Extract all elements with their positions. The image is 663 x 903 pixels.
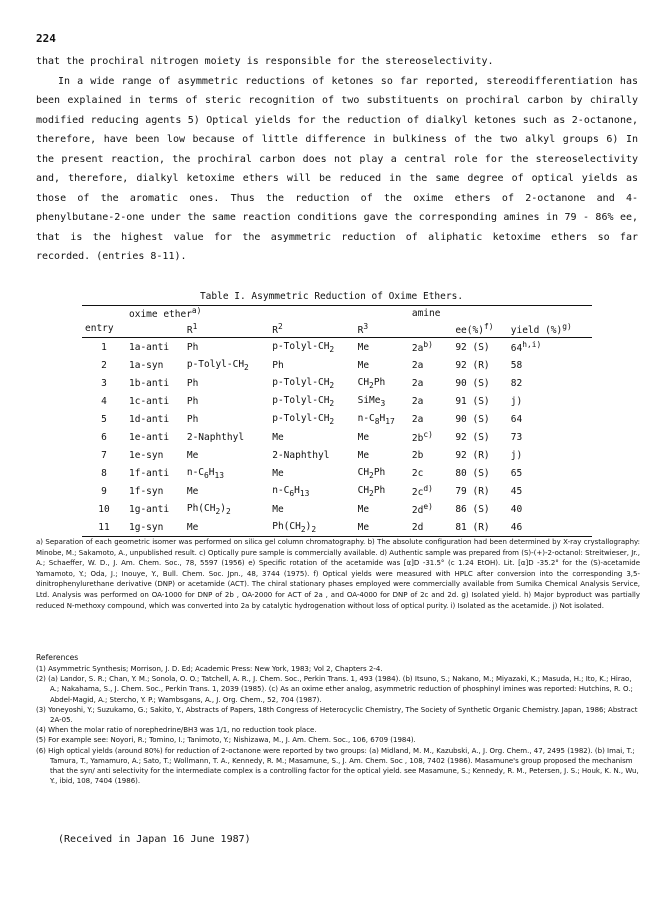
r1-cell: Ph <box>186 377 199 389</box>
entry-cell: 3 <box>101 377 107 389</box>
r3-cell: Me <box>357 359 370 371</box>
yield-cell: 58 <box>510 359 523 371</box>
amine-cell: 2b <box>411 449 424 461</box>
table-row <box>82 374 592 392</box>
oxime-cell: 1e-syn <box>129 449 164 461</box>
header-r2: $R^2$ <box>269 320 354 338</box>
amine-cell: $2b^{c)}$ <box>411 430 433 445</box>
oxime-cell: 1a-syn <box>129 359 164 371</box>
oxime-cell: 1c-anti <box>129 395 170 407</box>
header-yield: yield (%)$^{g)}$ <box>508 320 592 338</box>
reference-item: (1) Asymmetric Synthesis; Morrison, J. D. Ed; Academic Press: New York, 1983; Vol 2, Chapters 2-4. <box>36 665 383 673</box>
r1-cell: Ph <box>186 395 199 407</box>
yield-cell: 64$^{h,i)}$ <box>510 340 542 355</box>
received-date: (Received in Japan 16 June 1987) <box>58 834 251 845</box>
references-heading: References <box>36 653 79 662</box>
yield-cell: 40 <box>510 503 523 515</box>
table-row <box>82 464 592 482</box>
table-row <box>82 338 592 357</box>
r3-cell: Me <box>357 341 370 353</box>
header-entry: entry <box>82 320 126 338</box>
r3-cell: Me <box>355 518 409 537</box>
paragraph-1: that the prochiral nitrogen moiety is responsible for the stereoselectivity. <box>36 56 494 67</box>
r1-cell: $n-C_6H_{13}$ <box>186 466 225 480</box>
yield-cell: j) <box>510 395 523 407</box>
paragraph-2: In a wide range of asymmetric reductions of ketones so far reported, stereodifferentiation has been explained in terms of steric recognition of two substituents on prochiral carbon by chirally modified reducing agents 5) Optical yields for the reduction of dialkyl ketones such as 2-octanone, therefore, have been low because of little difference in bulkiness of the two alkyl groups 6) In the present reaction, the prochiral carbon does not play a central role for the stereoselectivity and, therefore, dialkyl ketoxime ethers will be reduced in the same degree of optical yields as those of the aromatic ones. Thus the reduction of the oxime ethers of 2-octanone and 4-phenylbutane-2-one under the same reaction conditions gave the corresponding amines in 79 - 86% ee, that is the highest value for the asymmetric reduction of aliphatic ketoxime ethers so far recorded. (entries 8-11). <box>36 75 638 262</box>
table-caption: Table I. Asymmetric Reduction of Oxime Ethers. <box>199 291 464 302</box>
ee-cell: 92 (R) <box>455 449 490 461</box>
reference-item: (6) High optical yields (around 80%) for reduction of 2-octanone were reported by two groups: (a) Midland, M. M., Kazubski, A., J. Org. Chem., 47, 2495 (1982). (b) Imai, T.; Tamura, T., Yamamuro, A.; Sato, T.; Wollmann, T. A., Kennedy, R. M.; Masamune, S., J. Am. Chem. Soc , 108, 7402 (1986). Masamune's group proposed the mechanism that the syn/ anti selectivity for the intermediate complex is a controlling factor for the optical yield. see Masamune, S.; Kennedy, R. M., Petersen, J. S.; Houk, K. N., Wu, Y., ibid, 108, 7404 (1986). <box>36 746 639 786</box>
table-row <box>82 410 592 428</box>
ee-cell: 81 (R) <box>452 518 507 537</box>
oxime-cell: 1g-anti <box>129 503 170 515</box>
r1-cell: Ph <box>186 413 199 425</box>
table-row <box>82 356 592 374</box>
references-list <box>36 664 642 786</box>
amine-cell: 2a <box>411 395 424 407</box>
header-amine: amine <box>409 306 452 321</box>
r1-cell: $p-Tolyl-CH_2$ <box>186 358 249 372</box>
r2-cell: $n-C_6H_{13}$ <box>272 484 310 498</box>
yield-cell: j) <box>510 449 523 461</box>
table-row <box>82 446 592 464</box>
entry-cell: 1 <box>101 341 107 353</box>
ee-cell: 92 (S) <box>455 341 490 353</box>
header-r1: $R^1$ <box>184 320 269 338</box>
table-footnotes: a) Separation of each geometric isomer was performed on silica gel column chromatography. b) The absolute configuration had been determined by X-ray crystallography: Minobe, M.; Sakamoto, A., unpublished result. c) Optically pure sample is commercially available. d) Authentic sample was prepared from (S)-(+)-2-octanol: Streitwieser, Jr., A.; Schaeffer, W. D., J. Am. Chem. Soc., 78, 5597 (1956) e) Specific rotation of the acetamide was [α]D -31.5° (c 1.24 EtOH). Lit. [α]D -35.2° for the (S)-acetamide Yamamoto, Y.; Oda, J.; Inouye, Y., Bull. Chem. Soc. Jpn., 48, 3744 (1975). f) Optical yields were measured with HPLC after conversion into the corresponding 3,5-dinitrophenylurethane derivative (DNP) or acetamide (ACT). The chiral stationary phases employed were commercially available from Sumika Chemical Analysis Service, Ltd. Analysis was performed on OA-1000 for DNP of 2b , OA-2000 for ACT of 2a , and OA-4000 for DNP of 2c and 2d. g) Isolated yield. h) Major byproduct was partially reduced N-methoxy compound, which was converted into 2a by catalytic hydrogenation without loss of optical purity. i) Isolated as the acetamide. j) Not isolated. <box>36 538 640 610</box>
yield-cell: 73 <box>510 431 523 443</box>
yield-cell: 64 <box>510 413 523 425</box>
oxime-cell: 1f-anti <box>129 467 170 479</box>
body-text <box>36 52 638 267</box>
r2-cell: $p-Tolyl-CH_2$ <box>272 340 335 354</box>
r3-cell: $CH_2Ph$ <box>357 484 386 498</box>
amine-cell: 2a <box>411 359 424 371</box>
r2-cell: Ph <box>272 359 284 371</box>
r1-cell: 2-Naphthyl <box>186 431 245 443</box>
yield-cell: 82 <box>510 377 523 389</box>
ee-cell: 90 (S) <box>455 413 490 425</box>
reference-item: (3) Yoneyoshi, Y.; Suzukamo, G.; Sakito, Y., Abstracts of Papers, 18th Congress of Heterocyclic Chemistry, The Society of Synthetic Organic Chemistry. Japan, 1986; Abstract 2A-05. <box>36 705 638 725</box>
ee-cell: 92 (S) <box>455 431 490 443</box>
entry-cell: 4 <box>101 395 107 407</box>
r1-cell: Me <box>186 485 199 497</box>
results-table <box>82 305 592 537</box>
amine-cell: 2a <box>411 377 424 389</box>
oxime-cell: 1e-anti <box>129 431 170 443</box>
ee-cell: 90 (S) <box>455 377 490 389</box>
r3-cell: SiMe$_3$ <box>357 394 386 408</box>
yield-cell: 65 <box>510 467 523 479</box>
r3-cell: $n-C_8H_{17}$ <box>357 412 395 426</box>
oxime-cell: 1d-anti <box>129 413 170 425</box>
yield-cell: 45 <box>510 485 523 497</box>
r3-cell: $CH_2Ph$ <box>357 376 386 390</box>
r2-cell: Me <box>272 431 284 443</box>
entry-cell: 6 <box>101 431 107 443</box>
r3-cell: Me <box>357 449 370 461</box>
r1-cell: Me <box>186 449 199 461</box>
header-r3: $R^3$ <box>355 320 409 338</box>
r1-cell: $Ph(CH_2)_2$ <box>186 502 231 516</box>
amine-cell: $2c^{d)}$ <box>411 484 433 499</box>
reference-item: (2) (a) Landor, S. R.; Chan, Y. M.; Sonola, O. O.; Tatchell, A. R., J. Chem. Soc., Perkin Trans. 1, 493 (1984). (b) Itsuno, S.; Nakano, M.; Miyazaki, K.; Masuda, H.; Ito, K.; Hirao, A.; Nakahama, S., J. Chem. Soc., Perkin Trans. 1, 2039 (1985). (c) As an oxime ether analog, asymmetric reduction of phosphinyl imines was reported: Hutchins, R. O.; Abdel-Magid, A.; Stercho, Y. P.; Wambsgans, A., J. Org. Chem., 52, 704 (1987). <box>36 675 633 704</box>
entry-cell: 9 <box>101 485 107 497</box>
amine-cell: 2a <box>411 413 424 425</box>
oxime-cell: 1b-anti <box>129 377 170 389</box>
r2-cell: $p-Tolyl-CH_2$ <box>272 394 335 408</box>
r2-cell: $p-Tolyl-CH_2$ <box>272 376 335 390</box>
oxime-cell: 1f-syn <box>129 485 164 497</box>
reference-item: (5) For example see: Noyori, R.; Tomino, I.; Tanimoto, Y.; Nishizawa, M., J. Am. Chem. Soc., 106, 6709 (1984). <box>36 736 416 745</box>
ee-cell: 80 (S) <box>455 467 490 479</box>
amine-cell: 2c <box>411 467 424 479</box>
ee-cell: 91 (S) <box>455 395 490 407</box>
entry-cell: 2 <box>101 359 107 371</box>
r2-cell: $Ph(CH_2)_2$ <box>269 518 354 537</box>
r3-cell: $CH_2Ph$ <box>357 466 386 480</box>
r2-cell: 2-Naphthyl <box>272 449 330 461</box>
reference-item: (4) When the molar ratio of norephedrine/BH3 was 1/1, no reduction took place. <box>36 726 317 735</box>
entry-cell: 7 <box>101 449 107 461</box>
r2-cell: Me <box>272 503 284 515</box>
table-row <box>82 518 592 537</box>
page-number: 224 <box>36 32 56 45</box>
entry-cell: 8 <box>101 467 107 479</box>
amine-cell: $2d^{e)}$ <box>411 502 433 517</box>
r3-cell: Me <box>357 431 370 443</box>
r2-cell: Me <box>272 467 284 479</box>
amine-cell: 2d <box>409 518 452 537</box>
r3-cell: Me <box>357 503 370 515</box>
amine-cell: $2a^{b)}$ <box>411 340 433 355</box>
header-ee: ee(%)$^{f)}$ <box>452 320 507 338</box>
r1-cell: Ph <box>186 341 199 353</box>
table-row <box>82 482 592 500</box>
entry-cell: 10 <box>98 503 110 515</box>
yield-cell: 46 <box>508 518 592 537</box>
ee-cell: 79 (R) <box>455 485 490 497</box>
table-row <box>82 428 592 446</box>
table-row <box>82 500 592 518</box>
entry-cell: 5 <box>101 413 107 425</box>
entry-cell: 11 <box>82 518 126 537</box>
table-row <box>82 392 592 410</box>
oxime-cell: 1g-syn <box>126 518 184 537</box>
r2-cell: $p-Tolyl-CH_2$ <box>272 412 335 426</box>
oxime-cell: 1a-anti <box>129 341 170 353</box>
ee-cell: 86 (S) <box>455 503 490 515</box>
header-oxime-ether: oxime ether$^{a)}$ <box>126 306 355 321</box>
ee-cell: 92 (R) <box>455 359 490 371</box>
r1-cell: Me <box>184 518 269 537</box>
